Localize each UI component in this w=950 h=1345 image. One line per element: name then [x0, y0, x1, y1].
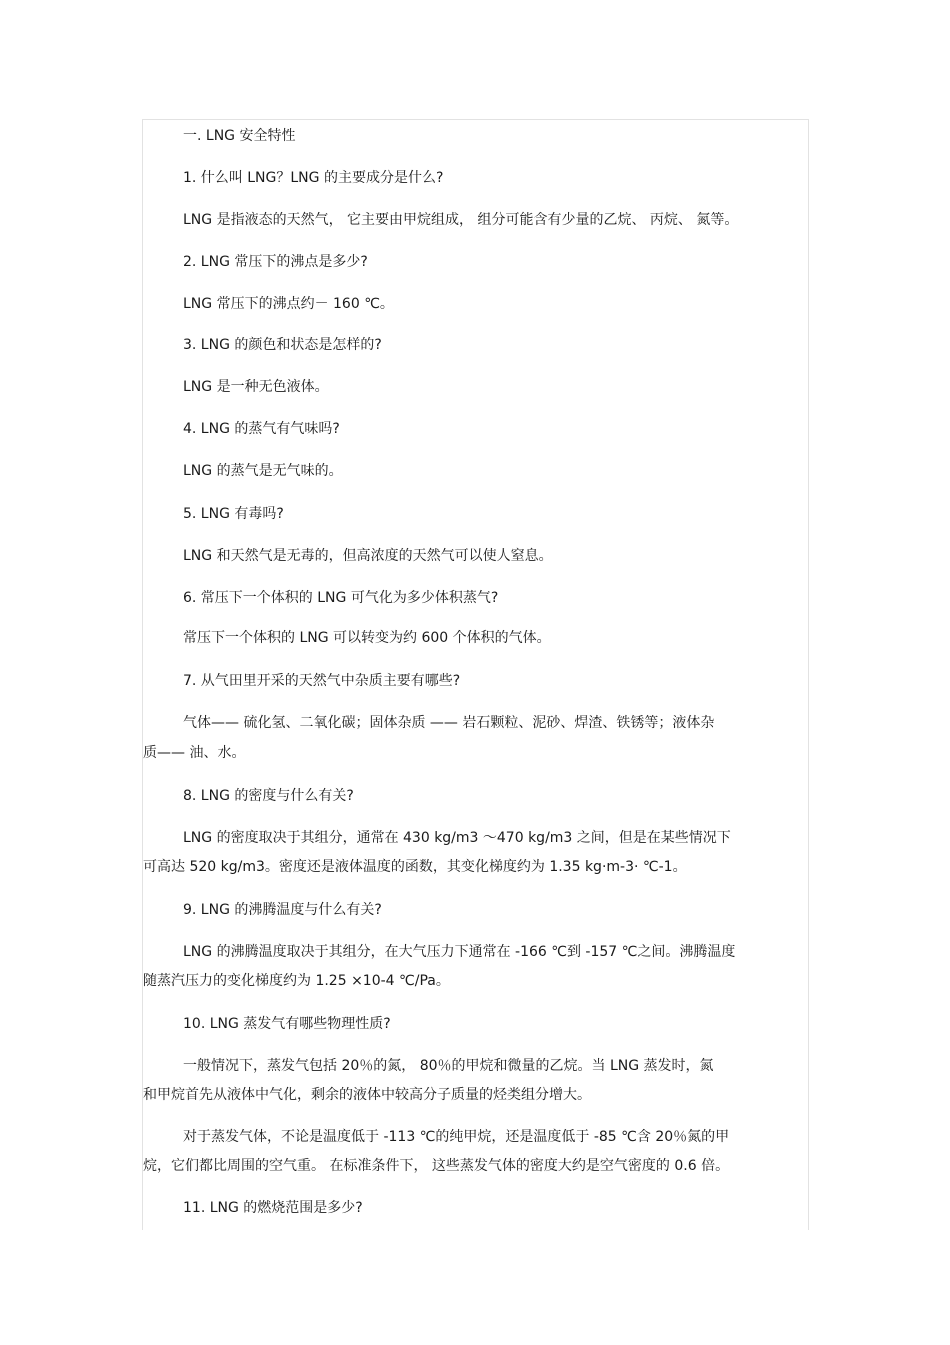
answer-8-line-1: LNG 的密度取决于其组分，通常在 430 kg/m3 ～470 kg/m3 之间，但是在某些情况下	[183, 830, 731, 846]
answer-7-line-2: 质—— 油、水。	[143, 745, 246, 761]
question-6: 6. 常压下一个体积的 LNG 可气化为多少体积蒸气?	[183, 590, 499, 606]
answer-10-line-1: 一般情况下，蒸发气包括 20％的氮， 80％的甲烷和微量的乙烷。当 LNG 蒸发时，氮	[183, 1058, 714, 1074]
answer-3: LNG 是一种无色液体。	[183, 379, 329, 395]
question-10: 10. LNG 蒸发气有哪些物理性质?	[183, 1016, 391, 1032]
answer-1: LNG 是指液态的天然气， 它主要由甲烷组成， 组分可能含有少量的乙烷、 丙烷、 氮等。	[183, 212, 739, 228]
question-7: 7. 从气田里开采的天然气中杂质主要有哪些?	[183, 673, 461, 689]
answer-10-line-4: 烷，它们都比周围的空气重。 在标准条件下， 这些蒸发气体的密度大约是空气密度的 0.6 倍。	[143, 1158, 730, 1174]
answer-10-line-2: 和甲烷首先从液体中气化，剩余的液体中较高分子质量的烃类组分增大。	[143, 1087, 591, 1103]
answer-9-line-1: LNG 的沸腾温度取决于其组分，在大气压力下通常在 -166 ℃到 -157 ℃之间。沸腾温度	[183, 944, 736, 960]
question-4: 4. LNG 的蒸气有气味吗?	[183, 421, 340, 437]
question-8: 8. LNG 的密度与什么有关?	[183, 788, 354, 804]
answer-7-line-1: 气体—— 硫化氢、二氧化碳；固体杂质 —— 岩石颗粒、泥砂、焊渣、铁锈等；液体杂	[183, 715, 715, 731]
answer-2: LNG 常压下的沸点约－ 160 ℃。	[183, 296, 394, 312]
answer-4: LNG 的蒸气是无气味的。	[183, 463, 343, 479]
question-5: 5. LNG 有毒吗?	[183, 506, 284, 522]
question-1: 1. 什么叫 LNG？LNG 的主要成分是什么?	[183, 170, 444, 186]
answer-10-line-3: 对于蒸发气体，不论是温度低于 -113 ℃的纯甲烷，还是温度低于 -85 ℃含 20％氮的甲	[183, 1129, 730, 1145]
answer-8-line-2: 可高达 520 kg/m3。密度还是液体温度的函数，其变化梯度约为 1.35 kg·m-3· ℃-1。	[143, 859, 687, 875]
document-page	[142, 119, 809, 1230]
section-heading: 一. LNG 安全特性	[183, 128, 296, 144]
answer-5: LNG 和天然气是无毒的，但高浓度的天然气可以使人窒息。	[183, 548, 553, 564]
answer-9-line-2: 随蒸汽压力的变化梯度约为 1.25 ×10-4 ℃/Pa。	[143, 973, 450, 989]
answer-6: 常压下一个体积的 LNG 可以转变为约 600 个体积的气体。	[183, 630, 551, 646]
question-9: 9. LNG 的沸腾温度与什么有关?	[183, 902, 382, 918]
question-11: 11. LNG 的燃烧范围是多少?	[183, 1200, 363, 1216]
question-3: 3. LNG 的颜色和状态是怎样的?	[183, 337, 382, 353]
question-2: 2. LNG 常压下的沸点是多少?	[183, 254, 368, 270]
